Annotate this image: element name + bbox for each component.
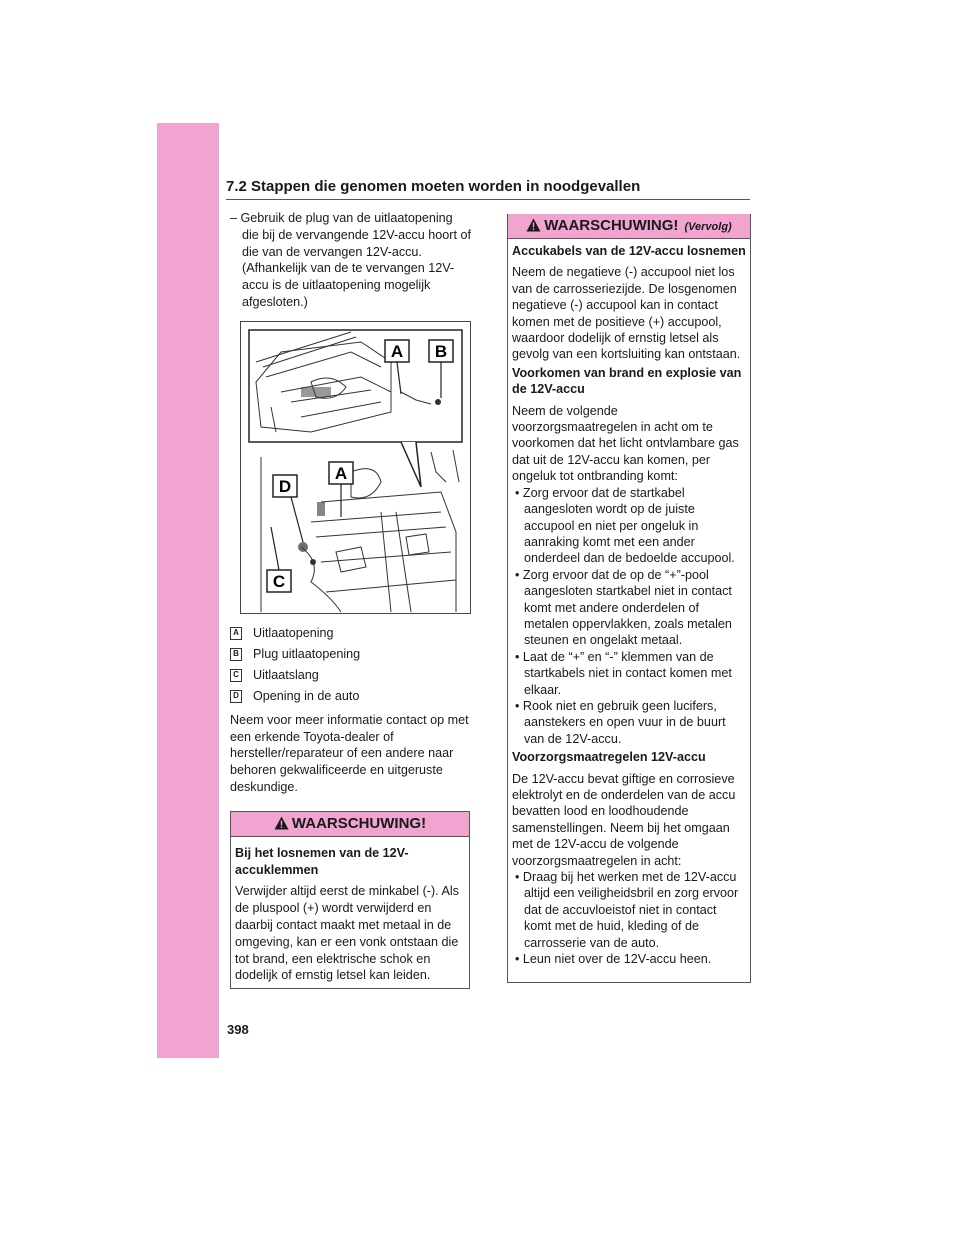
warning-body — [508, 239, 750, 967]
warning-body — [231, 837, 469, 988]
warning-text: Verwijder altijd eerst de minkabel (-). Als de pluspool (+) wordt verwijderd en daarbij contact maakt met metaal in de omgeving, kan er een vonk ontstaan die tot brand, een elektrische schok en dodelijk of ernstig letsel kan leiden. — [235, 884, 459, 983]
list-item: • Laat de “+” en “-” klemmen van de startkabels niet in contact komen met elkaar. — [515, 649, 732, 697]
header-divider — [226, 199, 750, 200]
warning-title-text: WAARSCHUWING! — [544, 217, 679, 234]
page-side-tab — [157, 123, 219, 1058]
list-item: • Zorg ervoor dat de op de “+”-pool aangesloten startkabel niet in contact komt met andere onderdelen of metalen oppervlakken, zoals metalen steunen en ongelakt metaal. — [515, 567, 732, 648]
section-title: Voorzorgsmaatregelen 12V-accu — [512, 750, 706, 765]
instruction-item: – Gebruik de plug van de uitlaatopening die bij de vervangende 12V-accu hoort of die van de vervangen 12V-accu. (Afhankelijk van de te vervangen 12V-accu is de uitlaatopening mogelijk afgesloten.) — [230, 211, 471, 309]
right-warning-box — [507, 214, 751, 983]
main-shading — [298, 502, 325, 565]
warning-subtitle: Bij het losnemen van de 12V-accuklemmen — [235, 845, 409, 877]
warning-title-continued — [508, 214, 750, 239]
legend-key: B — [230, 648, 242, 661]
legend-row — [230, 623, 472, 644]
inset-label-a: A — [390, 341, 404, 361]
warning-icon — [526, 218, 541, 232]
legend-label: Opening in de auto — [253, 688, 360, 703]
battery-figure — [240, 321, 471, 614]
info-paragraph: Neem voor meer informatie contact op met een erkende Toyota-dealer of hersteller/reparateur of een andere naar behoren gekwalificeerde en uitgeruste deskundige. — [230, 712, 469, 794]
warning-box — [230, 811, 470, 989]
list-item-text: Zorg ervoor dat de startkabel aangesloten wordt op de juiste accupool en niet per ongeluk in aanraking komt met een ander onderdeel dan de bedoelde accupool. — [522, 485, 735, 566]
warning-title — [231, 812, 469, 837]
legend-key: D — [230, 690, 242, 703]
list-item: • Draag bij het werken met de 12V-accu altijd een veiligheidsbril en zorg ervoor dat de accuvloeistof niet in contact komt met de huid, kleding of de carrosserie van de auto. — [515, 870, 739, 950]
page-number: 398 — [227, 1022, 249, 1037]
battery-illustration — [241, 322, 470, 613]
legend-label: Uitlaatopening — [253, 625, 334, 640]
figure-legend — [230, 623, 472, 707]
list-item: • Rook niet en gebruik geen lucifers, aanstekers en open vuur in de buurt van de 12V-accu. — [515, 698, 726, 746]
list-item-text: Rook niet en gebruik geen lucifers, aanstekers en open vuur in de buurt van de 12V-accu. — [522, 698, 726, 746]
main-label-a: A — [334, 463, 348, 483]
list-item-text: Zorg ervoor dat de op de “+”-pool aangesloten startkabel niet in contact komt met andere onderdelen of metalen oppervlakken, zoals metalen steunen en ongelakt metaal. — [522, 567, 732, 648]
legend-row — [230, 665, 472, 686]
list-item: • Leun niet over de 12V-accu heen. — [515, 952, 712, 967]
legend-label: Plug uitlaatopening — [253, 646, 361, 661]
legend-row — [230, 644, 472, 665]
inset-label-b: B — [434, 341, 448, 361]
list-item-text: Leun niet over de 12V-accu heen. — [522, 952, 712, 967]
list-item: • Zorg ervoor dat de startkabel aangesloten wordt op de juiste accupool en niet per ongeluk in aanraking komt met een ander onderdeel dan de bedoelde accupool. — [515, 485, 735, 566]
legend-key: A — [230, 627, 242, 640]
section-title: Accukabels van de 12V-accu losnemen — [512, 244, 746, 258]
continued-label: (Vervolg) — [684, 221, 732, 233]
warning-icon — [274, 816, 289, 830]
section-text: Neem de volgende voorzorgsmaatregelen in acht om te voorkomen dat het licht ontvlambare gas dat uit de 12V-accu kan komen, per ongeluk tot ontbranding komt: — [512, 403, 739, 484]
section-text: De 12V-accu bevat giftige en corrosieve elektrolyt en de onderdelen van de accu bevatten lood en loodhoudende samenstellingen. Neem bij het omgaan met de 12V-accu de volgende voorzorgsmaatregelen in acht: — [512, 771, 736, 868]
warning-title-text: WAARSCHUWING! — [291, 814, 427, 832]
legend-row — [230, 686, 472, 707]
label-d: D — [278, 476, 292, 496]
section-header: 7.2 Stappen die genomen moeten worden in noodgevallen — [226, 178, 641, 195]
legend-label: Uitlaatslang — [253, 667, 319, 682]
legend-key: C — [230, 669, 242, 682]
list-item-text: Laat de “+” en “-” klemmen van de startkabels niet in contact komen met elkaar. — [522, 649, 732, 697]
section-text: Neem de negatieve (-) accupool niet los van de carrosseriezijde. De losgenomen negatieve (-) accupool kan in contact komen met de positieve (+) accupool, waardoor dodelijk of ernstig letsel als gevolg van een kortsluiting kan ontstaan. — [512, 265, 741, 362]
list-item-text: Draag bij het werken met de 12V-accu altijd een veiligheidsbril en zorg ervoor dat de accuvloeistof niet in contact komt met de huid, kleding of de carrosserie van de auto. — [522, 870, 739, 950]
label-c: C — [272, 571, 286, 591]
left-column — [230, 210, 472, 989]
section-title: Voorkomen van brand en explosie van de 12V-accu — [512, 365, 742, 397]
inset-pointer — [401, 442, 421, 487]
